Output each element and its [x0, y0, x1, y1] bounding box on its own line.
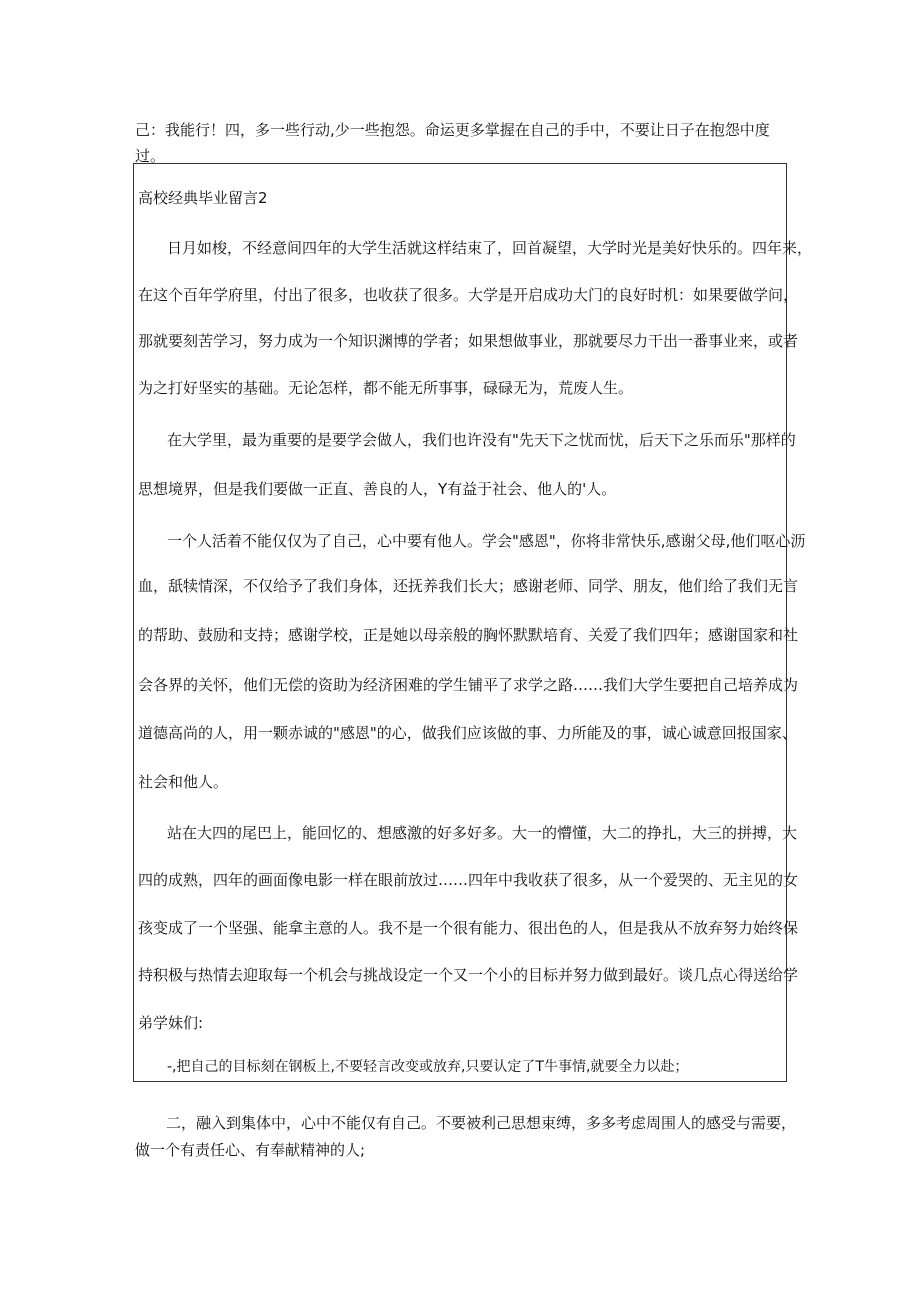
text-line: 为之打好坚实的基础。无论怎样，都不能无所事事，碌碌无为，荒废人生。: [138, 379, 634, 397]
text-line: 持积极与热情去迎取每一个机会与挑战设定一个又一个小的目标并努力做到最好。谈几点心得送给学: [138, 966, 799, 984]
text-line: 思想境界，但是我们要做一正直、善良的人，Y有益于社会、他人的'人。: [138, 480, 617, 498]
text-line: -,把自己的目标刻在钢板上,不要轻言改变或放弃,只要认定了T牛事情,就要全力以赴；: [167, 1059, 689, 1075]
text-line: 做一个有责任心、有奉献精神的人;: [135, 1141, 366, 1159]
text-line: 在这个百年学府里，付出了很多，也收获了很多。大学是开启成功大门的良好时机：如果要做学问，: [138, 286, 799, 304]
text-line: 弟学妹们:: [138, 1014, 204, 1032]
section-heading: 高校经典毕业留言2: [138, 189, 268, 207]
text-line: 的帮助、鼓励和支持；感谢学校，正是她以母亲般的胸怀默默培育、关爱了我们四年；感谢国家和社: [138, 626, 799, 644]
text-line: 日月如梭，不经意间四年的大学生活就这样结束了，回首凝望，大学时光是美好快乐的。四年来，: [167, 239, 813, 257]
text-line: 己：我能行！四，多一些行动,少一些抱怨。命运更多掌握在自己的手中，不要让日子在抱怨中度: [135, 121, 770, 139]
text-line: 过。: [135, 147, 166, 165]
text-line: 那就要刻苦学习，努力成为一个知识渊博的学者；如果想做事业，那就要尽力干出一番事业来，或者: [138, 332, 799, 350]
text-line: 在大学里，最为重要的是要学会做人，我们也许没有"先天下之忧而忧，后天下之乐而乐"那样的: [167, 431, 796, 449]
message-box: [133, 163, 813, 1082]
text-line: 血，舐犊情深，不仅给予了我们身体，还抚养我们长大；感谢老师、同学、朋友，他们给了我们无言: [138, 577, 799, 595]
text-line: 会各界的关怀，他们无偿的资助为经济困难的学生铺平了求学之路……我们大学生要把自己培养成为: [138, 676, 799, 694]
text-line: 道德高尚的人，用一颗赤诚的"感恩"的心，做我们应该做的事、力所能及的事，诚心诚意回报国家、: [138, 724, 797, 742]
text-line: 四的成熟，四年的画面像电影一样在眼前放过……四年中我收获了很多，从一个爱哭的、无主见的女: [138, 871, 799, 889]
text-line: 社会和他人。: [138, 773, 229, 791]
text-line: 站在大四的尾巴上，能回忆的、想感激的好多好多。大一的懵懂，大二的挣扎，大三的拼搏，大: [167, 824, 798, 842]
text-line: 一个人活着不能仅仅为了自己，心中要有他人。学会"感恩"，你将非常快乐,感谢父母,他们呕心沥: [167, 532, 806, 550]
text-line: 孩变成了一个坚强、能拿主意的人。我不是一个很有能力、很出色的人，但是我从不放弃努力始终保: [138, 919, 799, 937]
text-line: 二，融入到集体中，心中不能仅有自己。不要被利己思想束缚，多多考虑周围人的感受与需要，: [166, 1114, 797, 1132]
